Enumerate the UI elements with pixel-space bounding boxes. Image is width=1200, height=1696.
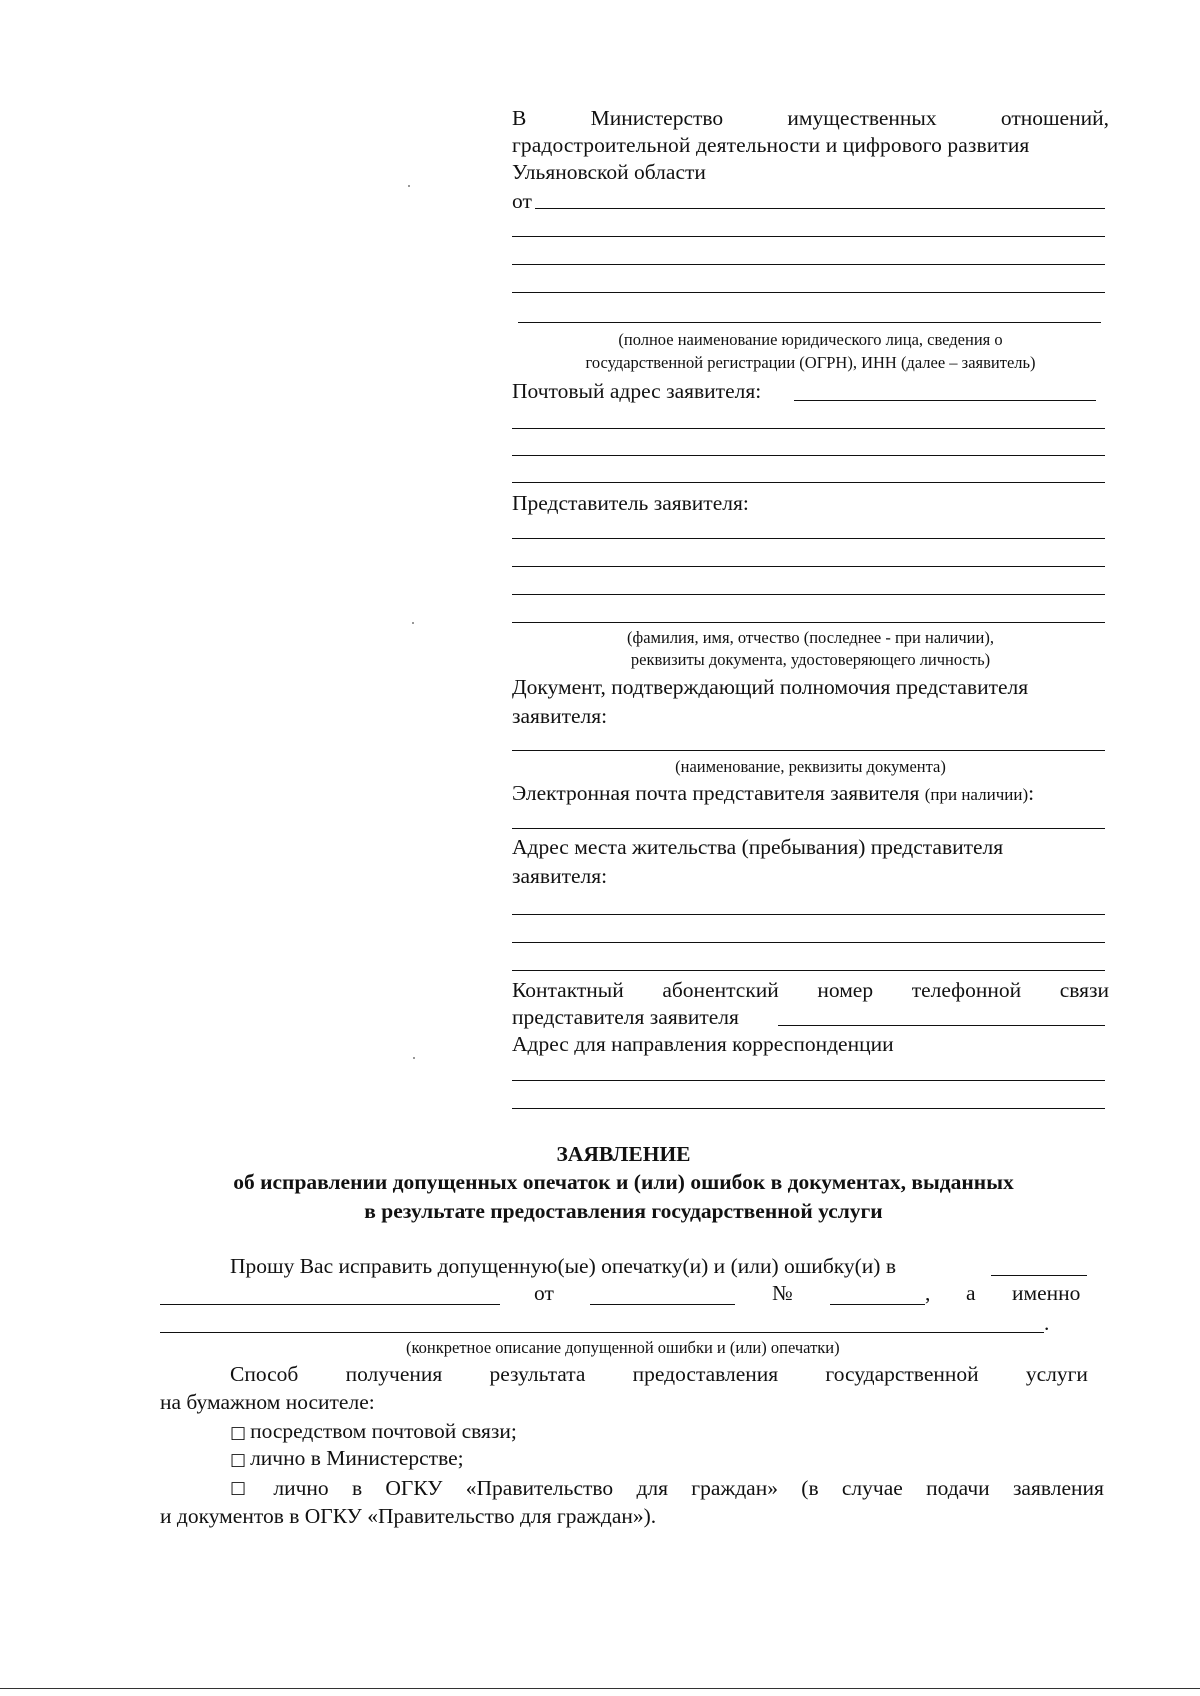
method-line-1: [230, 1361, 1088, 1387]
phone-label-2: представителя заявителя: [512, 1005, 739, 1029]
option-by-mail[interactable]: [230, 1418, 517, 1446]
method-word: результата: [489, 1362, 586, 1386]
correspondence-label: Адрес для направления корреспонденции: [512, 1032, 894, 1056]
addressee-line-1: [512, 105, 1109, 131]
document-type-field[interactable]: [991, 1275, 1087, 1276]
authority-doc-label-1: Документ, подтверждающий полномочия представителя: [512, 675, 1029, 699]
option-word: в: [351, 1476, 363, 1500]
document-subtitle-1: об исправлении допущенных опечаток и (или) ошибок в документах, выданных: [233, 1170, 1014, 1194]
correspondence-field[interactable]: [512, 1108, 1105, 1109]
postal-address-field[interactable]: [512, 428, 1105, 429]
phone-label-word: Контактный: [512, 978, 624, 1002]
from-word: от: [534, 1281, 554, 1305]
option-word: «Правительство: [465, 1476, 614, 1500]
option-label: посредством почтовой связи;: [250, 1419, 517, 1443]
document-subtitle-2: в результате предоставления государственной услуги: [364, 1199, 883, 1223]
document-heading: ЗАЯВЛЕНИЕ: [556, 1142, 691, 1166]
option-word: ОГКУ: [385, 1476, 443, 1500]
option-word: граждан»: [691, 1476, 778, 1500]
applicant-name-field[interactable]: [512, 236, 1105, 237]
method-word: Способ: [230, 1362, 299, 1386]
method-word: получения: [345, 1362, 443, 1386]
option-word: для: [636, 1476, 668, 1500]
scan-speck: [413, 1057, 415, 1059]
representative-field[interactable]: [512, 622, 1105, 623]
document-name-field[interactable]: [160, 1304, 500, 1305]
applicant-caption-2: государственной регистрации (ОГРН), ИНН (далее – заявитель): [585, 353, 1036, 372]
representative-field[interactable]: [512, 538, 1105, 539]
error-caption: (конкретное описание допущенной ошибки и (или) опечатки): [406, 1338, 840, 1357]
and-word: а: [966, 1281, 976, 1305]
postal-address-field[interactable]: [794, 400, 1096, 401]
representative-caption-1: (фамилия, имя, отчество (последнее - при наличии),: [627, 628, 994, 647]
method-word: услуги: [1025, 1362, 1088, 1386]
addressee-line-2: градостроительной деятельности и цифрового развития: [512, 133, 1030, 157]
addressee-word: отношений,: [1000, 106, 1109, 130]
method-line-2: на бумажном носителе:: [160, 1390, 375, 1414]
authority-doc-caption: (наименование, реквизиты документа): [675, 757, 946, 776]
phone-label-word: номер: [817, 978, 874, 1002]
option-in-ogku-line-2: и документов в ОГКУ «Правительство для граждан»).: [160, 1504, 657, 1528]
email-label-colon: :: [1028, 781, 1035, 805]
option-word: лично: [273, 1476, 329, 1500]
representative-caption-2: реквизиты документа, удостоверяющего личность): [630, 650, 991, 669]
residence-field[interactable]: [512, 942, 1105, 943]
method-word: государственной: [825, 1362, 979, 1386]
phone-label-word: связи: [1059, 978, 1109, 1002]
checkbox-icon[interactable]: □: [230, 1478, 247, 1498]
representative-field[interactable]: [512, 566, 1105, 567]
residence-field[interactable]: [512, 970, 1105, 971]
error-description-field[interactable]: [160, 1332, 1044, 1333]
namely-word: именно: [1012, 1281, 1081, 1305]
residence-label-1: Адрес места жительства (пребывания) представителя: [512, 835, 1004, 859]
email-label: [512, 780, 1034, 808]
option-word: случае: [841, 1476, 903, 1500]
applicant-name-field[interactable]: [535, 208, 1105, 209]
authority-doc-label-2: заявителя:: [512, 704, 608, 728]
option-word: подачи: [926, 1476, 990, 1500]
representative-label: Представитель заявителя:: [512, 491, 749, 515]
addressee-word: имущественных: [787, 106, 937, 130]
request-text: Прошу Вас исправить допущенную(ые) опечатку(и) и (или) ошибку(и) в: [230, 1254, 896, 1278]
residence-field[interactable]: [512, 914, 1105, 915]
email-label-note: (при наличии): [924, 785, 1029, 804]
end-dot: .: [1044, 1311, 1050, 1335]
addressee-word: Министерство: [590, 106, 724, 130]
option-in-ogku[interactable]: [230, 1475, 1104, 1501]
applicant-caption-1: (полное наименование юридического лица, сведения о: [618, 330, 1003, 349]
applicant-name-field[interactable]: [512, 292, 1105, 293]
option-label: лично в Министерстве;: [250, 1446, 464, 1470]
option-word: заявления: [1012, 1476, 1104, 1500]
addressee-line-3: Ульяновской области: [512, 160, 706, 184]
residence-label-2: заявителя:: [512, 864, 608, 888]
checkbox-icon[interactable]: □: [230, 1450, 247, 1470]
phone-field[interactable]: [778, 1025, 1105, 1026]
representative-field[interactable]: [512, 594, 1105, 595]
page-bottom-edge: [0, 1688, 1200, 1689]
checkbox-icon[interactable]: □: [230, 1423, 247, 1443]
phone-label-word: телефонной: [911, 978, 1022, 1002]
from-label: от: [512, 189, 532, 213]
correspondence-field[interactable]: [512, 1080, 1105, 1081]
method-word: предоставления: [632, 1362, 779, 1386]
postal-address-label: Почтовый адрес заявителя:: [512, 379, 762, 403]
phone-label-1: [512, 977, 1109, 1003]
document-date-field[interactable]: [590, 1304, 735, 1305]
postal-address-field[interactable]: [512, 455, 1105, 456]
postal-address-field[interactable]: [512, 482, 1105, 483]
document-number-field[interactable]: [830, 1304, 925, 1305]
authority-doc-field[interactable]: [512, 750, 1105, 751]
comma: ,: [925, 1281, 931, 1305]
option-in-ministry[interactable]: [230, 1445, 464, 1473]
applicant-name-field[interactable]: [512, 264, 1105, 265]
email-label-text: Электронная почта представителя заявителя: [512, 781, 920, 805]
scan-speck: [408, 185, 410, 187]
scan-speck: [412, 622, 414, 624]
number-sign: №: [772, 1281, 793, 1305]
addressee-word: В: [512, 106, 527, 130]
applicant-name-field[interactable]: [518, 322, 1101, 323]
phone-label-word: абонентский: [662, 978, 779, 1002]
email-field[interactable]: [512, 828, 1105, 829]
option-word: (в: [801, 1476, 819, 1500]
